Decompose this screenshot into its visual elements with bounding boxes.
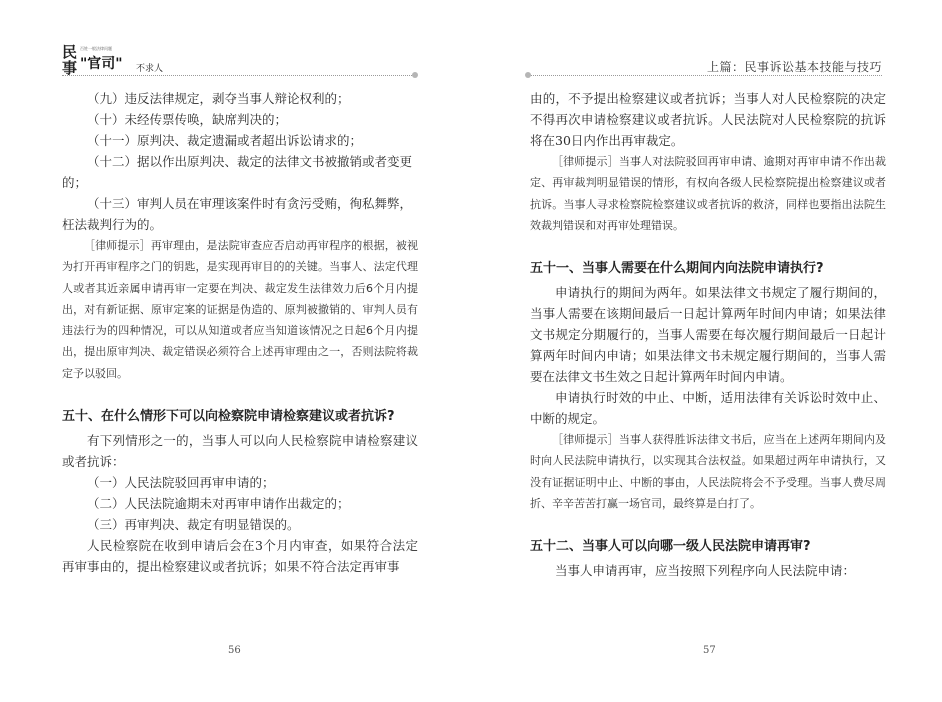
left-body [62,88,418,577]
list-item: （二）人民法院逾期未对再审申请作出裁定的； [87,496,350,512]
header-rule-dot [525,72,531,78]
page-number: 56 [228,645,241,656]
lawyer-tip: ［律师提示］当事人对法院驳回再审申请、逾期对再审申请不作出裁定、再审裁判明显错误的情形，有权向各级人民检察院提出检察建议或者抗诉。当事人寻求检察院检察建议或者抗诉的救济，同样也要指出法院生效裁判错误和对再审处理错误。 [530,155,886,232]
page-number: 57 [703,645,716,656]
list-item: （三）再审判决、裁定有明显错误的。 [87,517,300,533]
logo-main: 民事 [62,43,78,77]
section-heading: 五十二、当事人可以向哪一级人民法院申请再审? [530,539,811,555]
list-item: （十三）审判人员在审理该案件时有贪污受贿，徇私舞弊，枉法裁判行为的。 [62,196,413,232]
list-item: （十二）据以作出原判决、裁定的法律文书被撤销或者变更的； [62,154,413,190]
list-item: （十一）原判决、裁定遗漏或者超出诉讼请求的； [87,133,363,148]
paragraph: 当事人申请再审，应当按照下列程序向人民法院申请： [555,563,856,579]
section-heading: 五十一、当事人需要在什么期间内向法院申请执行? [530,261,824,277]
paragraph: 人民检察院在收到申请后会在3个月内审查，如果符合法定再审事由的，提出检察建议或者抗诉；如果不符合法定再审事 [62,538,418,575]
paragraph: 有下列情形之一的，当事人可以向人民检察院申请检察建议或者抗诉： [62,433,418,470]
list-item: （九）违反法律规定，剥夺当事人辩论权利的； [87,91,350,106]
lawyer-tip: ［律师提示］再审理由，是法院审查应否启动再审程序的根据，被视为打开再审程序之门的钥匙，是实现再审目的的关键。当事人、法定代理人或者其近亲属申请再审一定要在判决、裁定发生法律效力后6个月内提出，对有新证据、原审定案的证据是伪造的、原判被撤销的、审判人员有违法行为的四种情况，可以从知道或者应当知道该情况之日起6个月内提出，提出原审判决、裁定错误必须符合上述再审理由之一，否则法院将裁定予以驳回。 [62,239,418,380]
header-rule-dot [412,72,418,78]
header-rule [528,75,882,76]
running-header: 上篇：民事诉讼基本技能与技巧 [706,60,882,74]
right-page [471,0,942,702]
logo-subtitle: 不求人 [136,64,164,74]
header-rule [62,75,416,76]
lawyer-tip: ［律师提示］当事人获得胜诉法律文书后，应当在上述两年期间内及时向人民法院申请执行，以实现其合法权益。如果超过两年申请执行，又没有证据证明中止、中断的事由，人民法院将会不予受理。当事人费尽周折、辛辛苦苦打赢一场官司，最终算是白打了。 [530,433,886,511]
list-item: （一）人民法院驳回再审申请的； [87,475,275,491]
book-logo [62,44,192,78]
list-item: （十）未经传票传唤，缺席判决的； [87,112,288,127]
paragraph: 由的，不予提出检察建议或者抗诉；当事人对人民检察院的决定不得再次申请检察建议或者抗诉。人民法院对人民检察院的抗诉将在30日内作出再审裁定。 [530,91,886,148]
logo-tagline: 百姓一般法律问题 [80,46,112,51]
paragraph: 申请执行时效的中止、中断，适用法律有关诉讼时效中止、中断的规定。 [530,390,886,427]
paragraph: 申请执行的期间为两年。如果法律文书规定了履行期间的，当事人需要在该期间最后一日起计算两年时间内申请；如果法律文书规定分期履行的，当事人需要在每次履行期间最后一日起计算两年时间内申请；如果法律文书未规定履行期间的，当事人需要在法律文书生效之日起计算两年时间内申请。 [530,285,886,385]
logo-title: "官司" [80,56,123,72]
right-body [530,88,886,581]
section-heading: 五十、在什么情形下可以向检察院申请检察建议或者抗诉? [62,409,395,425]
